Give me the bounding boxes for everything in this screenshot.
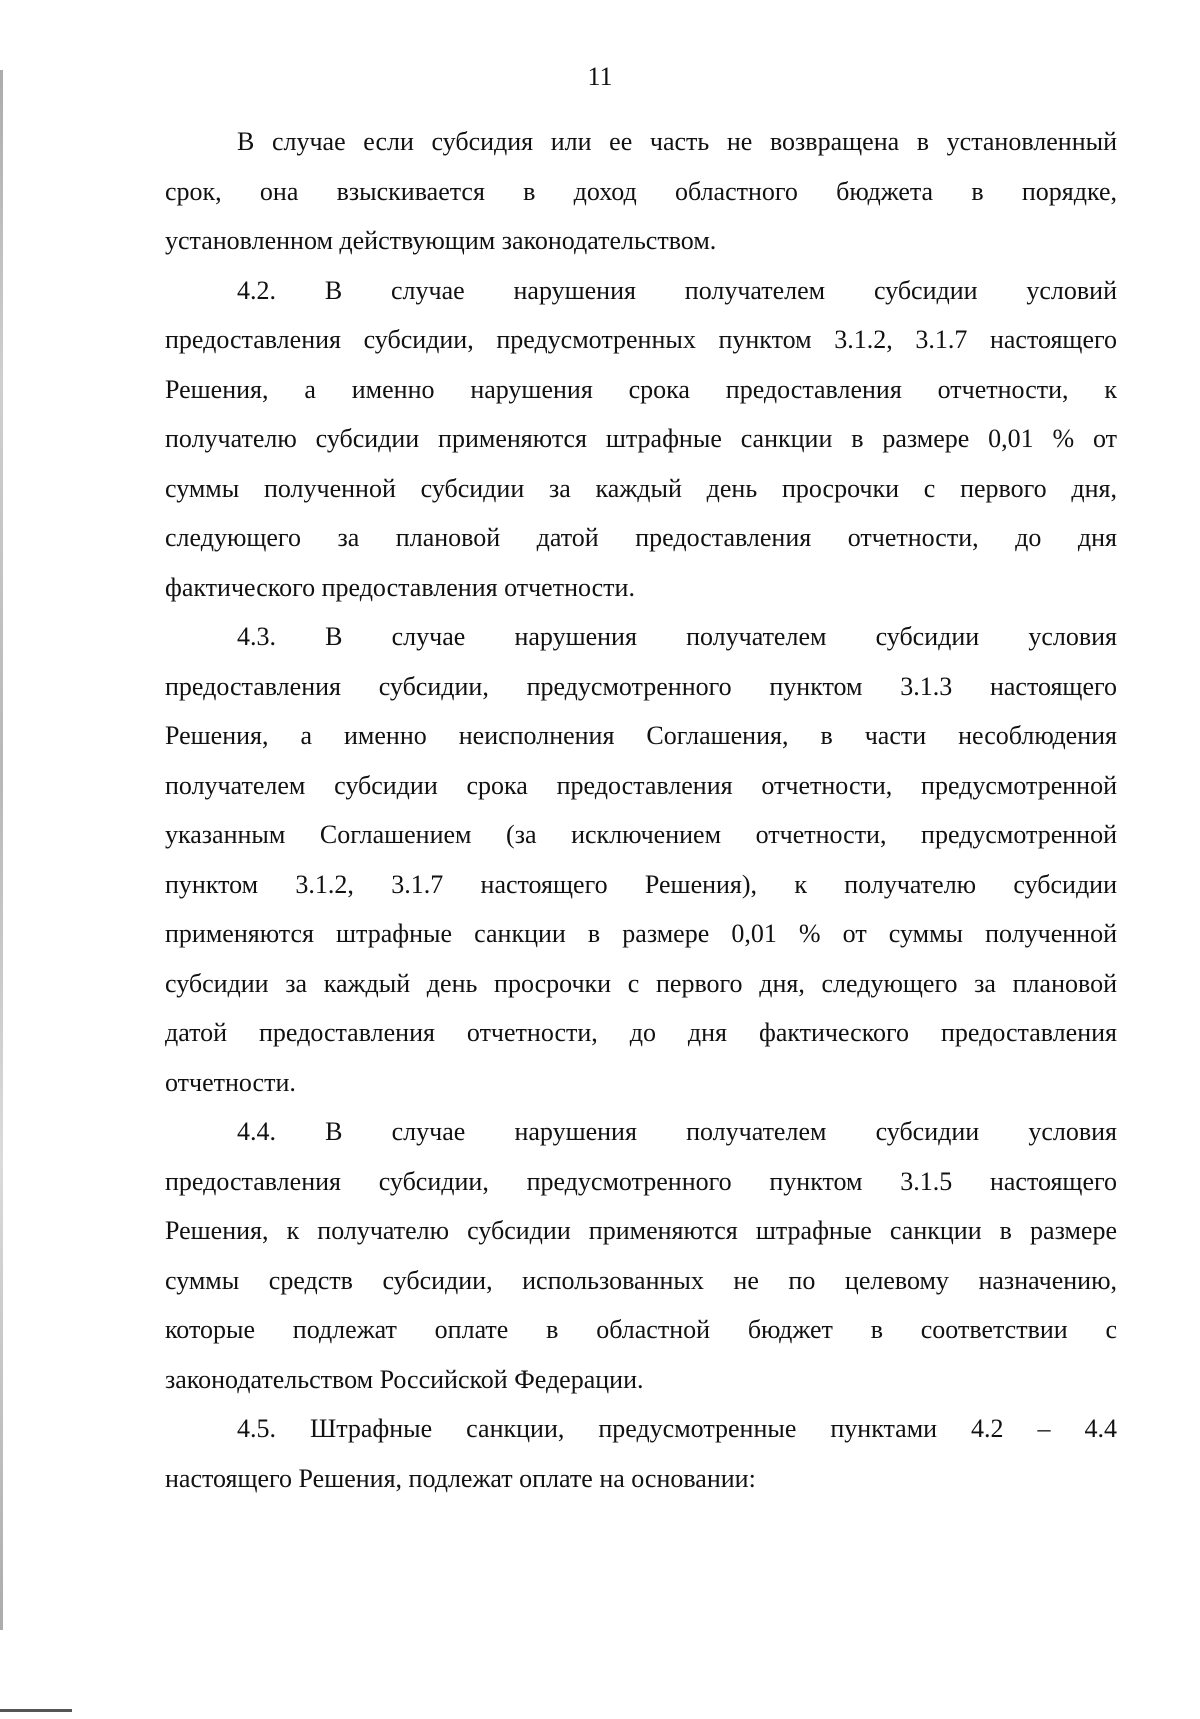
text-line: которые подлежат оплате в областной бюджет в соответствии с — [165, 1315, 1117, 1344]
text-line: субсидии за каждый день просрочки с первого дня, следующего за плановой — [165, 968, 1117, 998]
text-line: 4.4. В случае нарушения получателем субсидии условия — [237, 1117, 1117, 1146]
text-line: указанным Соглашением (за исключением отчетности, предусмотренной — [165, 820, 1117, 849]
text-line: настоящего Решения, подлежат оплате на основании: — [165, 1463, 756, 1493]
paragraph-4-3 — [165, 612, 1117, 1107]
paragraph-4-4 — [165, 1107, 1117, 1404]
document-body — [165, 117, 1117, 1503]
text-line: предоставления субсидии, предусмотренного пунктом 3.1.5 настоящего — [165, 1166, 1117, 1196]
text-line: 4.2. В случае нарушения получателем субсидии условий — [237, 275, 1117, 305]
text-line: получателю субсидии применяются штрафные санкции в размере 0,01 % от — [165, 424, 1117, 453]
text-line: предоставления субсидии, предусмотренных пунктом 3.1.2, 3.1.7 настоящего — [165, 325, 1117, 354]
text-line: предоставления субсидии, предусмотренного пунктом 3.1.3 настоящего — [165, 671, 1117, 701]
paragraph-refund — [165, 117, 1117, 266]
scan-left-edge — [0, 70, 3, 1630]
text-line: отчетности. — [165, 1067, 296, 1097]
paragraph-4-5 — [165, 1404, 1117, 1503]
text-line: следующего за плановой датой предоставления отчетности, до дня — [165, 523, 1117, 552]
text-line: Решения, а именно нарушения срока предоставления отчетности, к — [165, 374, 1117, 404]
page-number: 11 — [587, 62, 613, 91]
text-line: Решения, а именно неисполнения Соглашения, в части несоблюдения — [165, 721, 1117, 750]
paragraph-4-2 — [165, 266, 1117, 613]
text-line: установленном действующим законодательством. — [165, 226, 717, 255]
scan-bottom-mark — [0, 1709, 72, 1712]
text-line: пунктом 3.1.2, 3.1.7 настоящего Решения), к получателю субсидии — [165, 869, 1117, 899]
text-line: получателем субсидии срока предоставления отчетности, предусмотренной — [165, 770, 1117, 800]
text-line: суммы средств субсидии, использованных не по целевому назначению, — [165, 1265, 1117, 1295]
text-line: законодательством Российской Федерации. — [165, 1364, 644, 1394]
text-line: датой предоставления отчетности, до дня фактического предоставления — [165, 1018, 1117, 1047]
text-line: В случае если субсидия или ее часть не возвращена в установленный — [237, 127, 1117, 156]
text-line: применяются штрафные санкции в размере 0,01 % от суммы полученной — [165, 919, 1117, 948]
text-line: 4.5. Штрафные санкции, предусмотренные пунктами 4.2 – 4.4 — [237, 1414, 1117, 1443]
text-line: Решения, к получателю субсидии применяются штрафные санкции в размере — [165, 1216, 1117, 1245]
text-line: фактического предоставления отчетности. — [165, 572, 635, 602]
text-line: срок, она взыскивается в доход областного бюджета в порядке, — [165, 176, 1117, 206]
text-line: суммы полученной субсидии за каждый день просрочки с первого дня, — [165, 473, 1117, 503]
text-line: 4.3. В случае нарушения получателем субсидии условия — [237, 622, 1117, 651]
